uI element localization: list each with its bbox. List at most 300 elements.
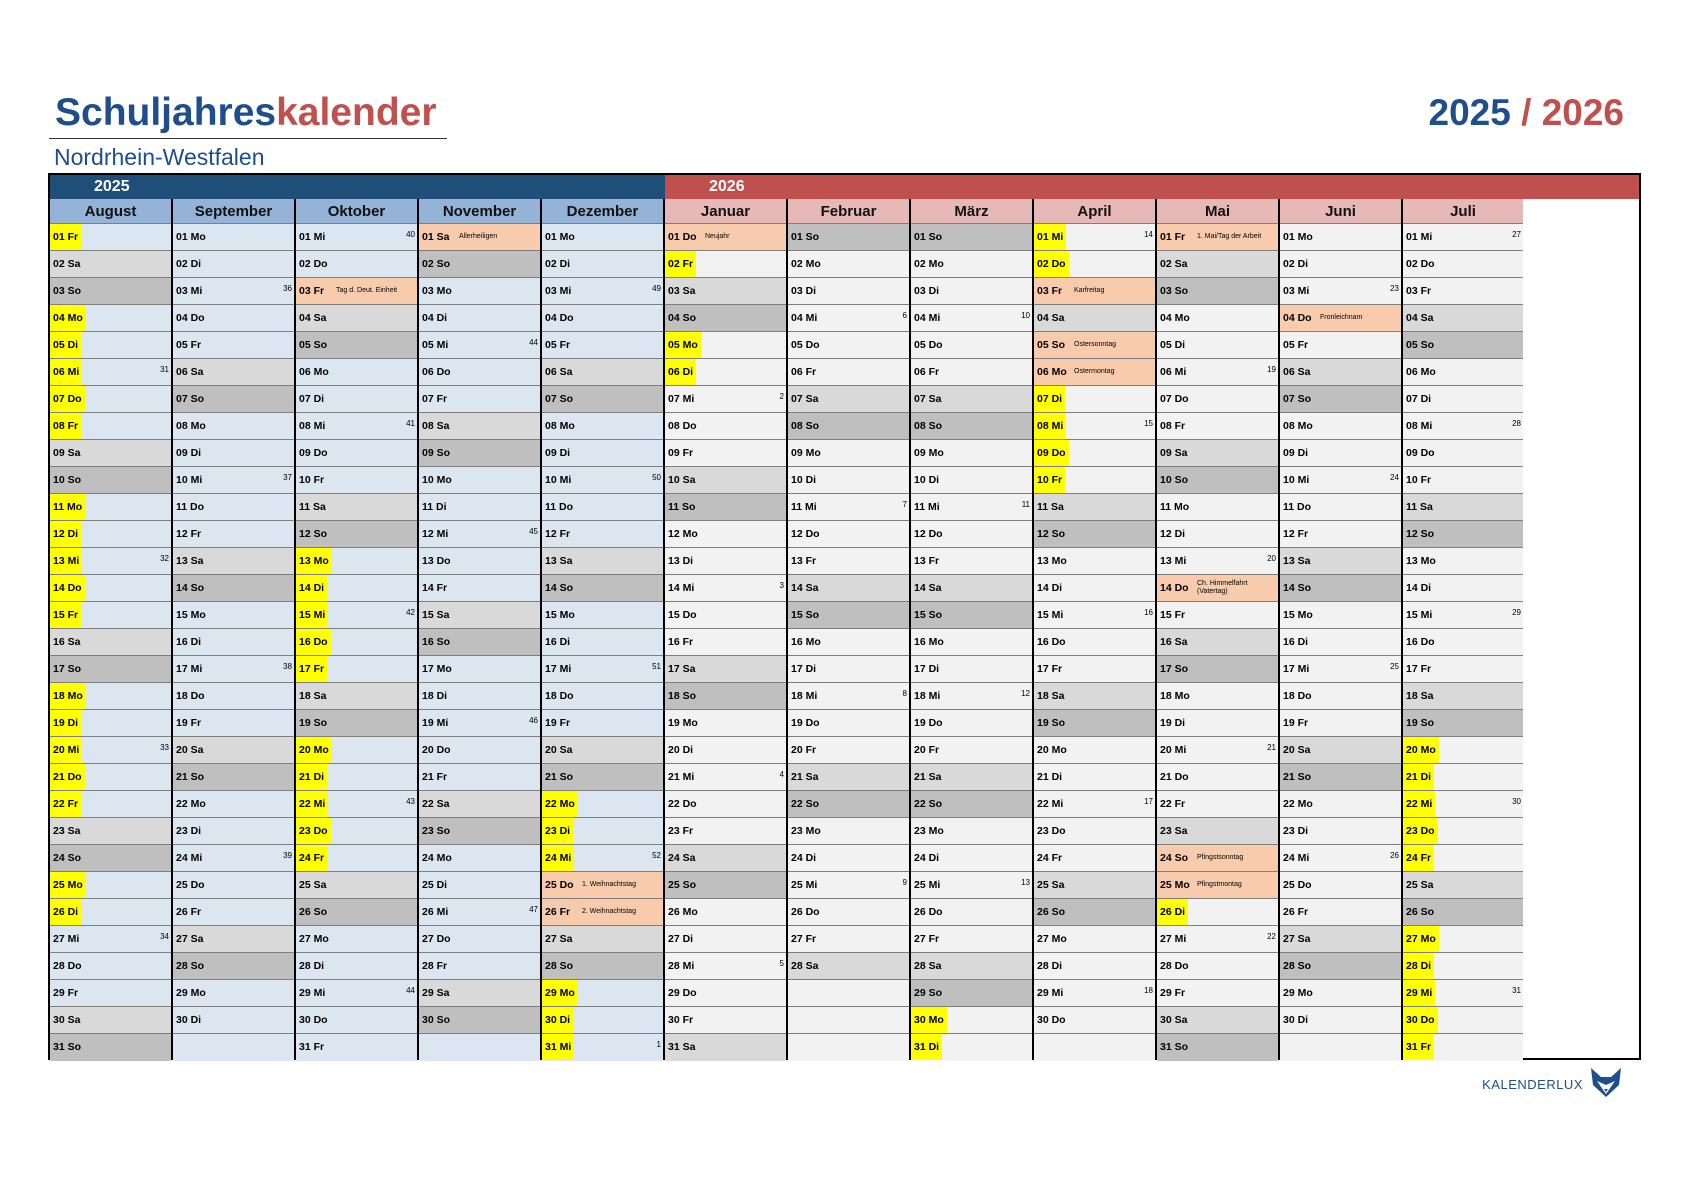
day-label: 14 Do: [50, 575, 85, 601]
day-cell: [1280, 413, 1401, 440]
day-label: 25 Sa: [1037, 879, 1065, 891]
day-label: 16 Sa: [53, 636, 81, 648]
day-label: 13 Mo: [296, 548, 332, 574]
year-band-label: 2026: [709, 178, 745, 195]
day-cell: [50, 575, 171, 602]
day-cell: [665, 791, 786, 818]
month-column-juli: [1403, 199, 1523, 1060]
day-cell: [788, 278, 909, 305]
day-cell: [173, 656, 294, 683]
day-label: 23 Mo: [914, 825, 944, 837]
day-cell: [1280, 386, 1401, 413]
day-label: 26 Fr: [1283, 906, 1309, 918]
day-label: 14 Sa: [791, 582, 819, 594]
day-label: 09 So: [422, 447, 451, 459]
title-part-2: kalender: [276, 91, 437, 134]
day-cell: [1280, 845, 1401, 872]
day-cell: [419, 440, 540, 467]
day-label: 03 So: [1160, 285, 1189, 297]
week-number: 39: [283, 851, 292, 860]
week-number: 32: [160, 554, 169, 563]
day-cell: [1157, 278, 1278, 305]
day-cell: [50, 386, 171, 413]
day-cell: [50, 710, 171, 737]
day-cell: [1157, 494, 1278, 521]
day-label: 10 Mi: [545, 474, 572, 486]
day-label: 28 Di: [1403, 953, 1434, 979]
day-label: 29 So: [914, 987, 943, 999]
day-label: 26 Do: [914, 906, 943, 918]
day-cell: [1157, 521, 1278, 548]
day-label: 10 Di: [791, 474, 817, 486]
holiday-name: 1. Weihnachtstag: [582, 881, 636, 888]
day-cell: [419, 467, 540, 494]
day-label: 09 Di: [1283, 447, 1309, 459]
day-label: 05 Di: [1160, 339, 1186, 351]
day-cell: [173, 386, 294, 413]
day-label: 02 Mo: [914, 258, 944, 270]
week-number: 34: [160, 932, 169, 941]
day-cell: [1034, 305, 1155, 332]
week-number: 3: [779, 581, 784, 590]
day-cell: [1280, 575, 1401, 602]
day-cell: [1034, 467, 1155, 494]
day-cell: [665, 305, 786, 332]
day-label: 01 So: [791, 231, 820, 243]
day-cell: [911, 953, 1032, 980]
day-label: 16 Mo: [914, 636, 944, 648]
holiday-name: Ostermontag: [1074, 368, 1115, 375]
week-number: 28: [1512, 419, 1521, 428]
day-cell: [1157, 359, 1278, 386]
day-label: 17 Sa: [668, 663, 696, 675]
day-cell: [1403, 602, 1523, 629]
day-label: 17 Mo: [422, 663, 452, 675]
day-label: 05 Mi: [422, 339, 449, 351]
day-cell: [911, 845, 1032, 872]
day-label: 02 Do: [1406, 258, 1435, 270]
month-column-november: [419, 199, 542, 1060]
day-label: 01 Mi: [1406, 231, 1433, 243]
day-cell: [788, 494, 909, 521]
day-label: 17 Fr: [1406, 663, 1432, 675]
day-label: 20 Mi: [50, 737, 82, 763]
day-cell: [788, 764, 909, 791]
week-number: 5: [779, 959, 784, 968]
day-cell: [665, 278, 786, 305]
day-label: 24 Mo: [422, 852, 452, 864]
day-cell: [788, 818, 909, 845]
day-label: 19 Do: [791, 717, 820, 729]
day-label: 03 Sa: [668, 285, 696, 297]
day-label: 29 Mi: [299, 987, 326, 999]
week-number: 14: [1144, 230, 1153, 239]
day-cell: [419, 980, 540, 1007]
day-cell: [1157, 656, 1278, 683]
day-cell: [296, 764, 417, 791]
day-cell: [542, 791, 663, 818]
week-number: 46: [529, 716, 538, 725]
day-cell: [1403, 899, 1523, 926]
day-cell: [419, 737, 540, 764]
day-label: 06 Do: [422, 366, 451, 378]
day-label: 21 Di: [1403, 764, 1434, 790]
day-cell: [1034, 791, 1155, 818]
day-label: 12 So: [1037, 528, 1066, 540]
month-header: September: [173, 199, 294, 224]
month-column-dezember: [542, 199, 665, 1060]
empty-cell: [788, 1007, 909, 1034]
day-label: 09 Di: [545, 447, 571, 459]
day-label: 23 Do: [1403, 818, 1438, 844]
day-cell: [788, 629, 909, 656]
day-label: 08 So: [914, 420, 943, 432]
day-cell: [911, 737, 1032, 764]
day-label: 04 Sa: [299, 312, 327, 324]
day-label: 14 Di: [1037, 582, 1063, 594]
day-cell: [788, 332, 909, 359]
day-cell: [1403, 629, 1523, 656]
week-number: 21: [1267, 743, 1276, 752]
day-label: 07 Di: [1034, 386, 1065, 412]
day-cell: [1403, 251, 1523, 278]
week-number: 8: [902, 689, 907, 698]
day-cell: [419, 332, 540, 359]
day-cell: [665, 386, 786, 413]
day-cell: [173, 305, 294, 332]
day-cell: [419, 602, 540, 629]
day-label: 27 Mi: [53, 933, 80, 945]
holiday-name: Pfingstmontag: [1197, 881, 1242, 888]
day-cell: [1034, 224, 1155, 251]
month-header: Juli: [1403, 199, 1523, 224]
day-label: 18 Di: [422, 690, 448, 702]
week-number: 50: [652, 473, 661, 482]
day-label: 13 Di: [668, 555, 694, 567]
day-label: 30 Do: [1403, 1007, 1438, 1033]
day-cell: [296, 575, 417, 602]
day-cell: [1034, 683, 1155, 710]
day-label: 09 Fr: [668, 447, 694, 459]
day-label: 02 Di: [1283, 258, 1309, 270]
day-cell: [665, 1007, 786, 1034]
holiday-day-cell: [296, 278, 417, 305]
day-label: 21 So: [1283, 771, 1312, 783]
day-label: 20 Do: [422, 744, 451, 756]
holiday-day-cell: [1157, 224, 1278, 251]
day-cell: [173, 494, 294, 521]
day-label: 29 Mo: [176, 987, 206, 999]
day-cell: [296, 791, 417, 818]
day-label: 13 Mo: [1406, 555, 1436, 567]
day-label: 02 So: [422, 258, 451, 270]
day-label: 06 Mo: [1406, 366, 1436, 378]
day-cell: [1280, 872, 1401, 899]
day-cell: [173, 764, 294, 791]
week-number: 44: [529, 338, 538, 347]
day-label: 12 Mo: [668, 528, 698, 540]
day-label: 03 Fr: [299, 285, 325, 297]
day-label: 31 So: [53, 1041, 82, 1053]
day-cell: [665, 737, 786, 764]
day-label: 04 Di: [422, 312, 448, 324]
day-cell: [542, 305, 663, 332]
day-label: 03 Fr: [1406, 285, 1432, 297]
day-label: 15 Mi: [296, 602, 328, 628]
day-cell: [50, 278, 171, 305]
week-number: 23: [1390, 284, 1399, 293]
day-label: 10 Fr: [299, 474, 325, 486]
holiday-day-cell: [542, 872, 663, 899]
day-label: 28 Fr: [422, 960, 448, 972]
week-number: 13: [1021, 878, 1030, 887]
day-label: 24 Di: [914, 852, 940, 864]
day-label: 01 Mo: [1283, 231, 1313, 243]
day-label: 04 Sa: [1406, 312, 1434, 324]
day-label: 22 Mo: [542, 791, 578, 817]
day-label: 30 Di: [542, 1007, 573, 1033]
week-number: 4: [779, 770, 784, 779]
holiday-name: Tag d. Deut. Einheit: [336, 287, 398, 294]
day-cell: [173, 953, 294, 980]
day-label: 15 Mo: [545, 609, 575, 621]
day-cell: [173, 683, 294, 710]
day-cell: [1280, 683, 1401, 710]
day-label: 08 Mi: [1034, 413, 1066, 439]
day-label: 15 Mo: [176, 609, 206, 621]
day-label: 16 Di: [545, 636, 571, 648]
day-cell: [419, 845, 540, 872]
day-cell: [911, 332, 1032, 359]
year-band-2025: [50, 175, 665, 199]
day-label: 01 Mi: [1034, 224, 1066, 250]
day-cell: [1034, 629, 1155, 656]
day-label: 05 So: [1406, 339, 1435, 351]
day-cell: [1157, 980, 1278, 1007]
day-label: 28 Di: [299, 960, 325, 972]
day-cell: [1034, 548, 1155, 575]
day-label: 06 Mi: [1160, 366, 1187, 378]
week-number: 49: [652, 284, 661, 293]
day-label: 01 Mo: [176, 231, 206, 243]
day-label: 29 Mo: [1283, 987, 1313, 999]
day-label: 20 Fr: [914, 744, 940, 756]
day-cell: [419, 953, 540, 980]
day-cell: [419, 629, 540, 656]
day-label: 11 Mo: [1160, 501, 1190, 513]
day-cell: [1034, 440, 1155, 467]
day-cell: [1403, 305, 1523, 332]
day-label: 04 Mo: [50, 305, 86, 331]
title-part-1: Schuljahres: [55, 91, 277, 134]
day-label: 27 Mo: [1037, 933, 1067, 945]
day-cell: [173, 926, 294, 953]
week-number: 33: [160, 743, 169, 752]
day-label: 08 Mo: [176, 420, 206, 432]
day-cell: [1157, 818, 1278, 845]
day-cell: [50, 251, 171, 278]
week-number: 29: [1512, 608, 1521, 617]
day-cell: [1403, 467, 1523, 494]
day-cell: [911, 791, 1032, 818]
day-cell: [1403, 1007, 1523, 1034]
day-label: 04 Sa: [1037, 312, 1065, 324]
month-header: März: [911, 199, 1032, 224]
day-cell: [1280, 440, 1401, 467]
day-cell: [788, 413, 909, 440]
day-label: 05 Fr: [545, 339, 571, 351]
holiday-name: Ostersonntag: [1074, 341, 1117, 348]
day-label: 25 Do: [1283, 879, 1312, 891]
day-label: 02 Do: [1034, 251, 1069, 277]
day-cell: [173, 899, 294, 926]
holiday-name: 2. Weihnachtstag: [582, 908, 636, 915]
day-label: 24 Sa: [668, 852, 696, 864]
day-label: 02 Di: [176, 258, 202, 270]
day-cell: [1280, 278, 1401, 305]
day-cell: [665, 1034, 786, 1061]
day-label: 24 Mi: [176, 852, 203, 864]
day-label: 07 Sa: [791, 393, 819, 405]
day-cell: [296, 332, 417, 359]
day-cell: [542, 386, 663, 413]
day-cell: [788, 926, 909, 953]
day-label: 06 Sa: [545, 366, 573, 378]
day-label: 31 Sa: [668, 1041, 696, 1053]
day-cell: [1280, 926, 1401, 953]
day-label: 02 Fr: [665, 251, 696, 277]
day-cell: [1280, 899, 1401, 926]
day-cell: [50, 683, 171, 710]
day-label: 28 Mi: [668, 960, 695, 972]
day-label: 19 Di: [50, 710, 81, 736]
day-cell: [173, 629, 294, 656]
day-cell: [665, 521, 786, 548]
day-label: 02 Di: [545, 258, 571, 270]
day-label: 02 Mo: [791, 258, 821, 270]
day-label: 05 Do: [791, 339, 820, 351]
day-cell: [542, 548, 663, 575]
day-label: 08 Fr: [50, 413, 81, 439]
day-label: 27 Do: [422, 933, 451, 945]
day-label: 22 So: [914, 798, 943, 810]
day-cell: [1403, 710, 1523, 737]
day-cell: [1034, 1007, 1155, 1034]
holiday-day-cell: [1280, 305, 1401, 332]
day-cell: [542, 467, 663, 494]
day-cell: [1034, 926, 1155, 953]
day-cell: [296, 683, 417, 710]
day-cell: [50, 791, 171, 818]
day-cell: [1280, 359, 1401, 386]
day-cell: [173, 575, 294, 602]
day-label: 12 Do: [914, 528, 943, 540]
day-label: 21 So: [176, 771, 205, 783]
day-label: 03 Di: [914, 285, 940, 297]
day-cell: [542, 494, 663, 521]
day-cell: [911, 224, 1032, 251]
day-label: 23 Do: [1037, 825, 1066, 837]
week-number: 45: [529, 527, 538, 536]
day-cell: [542, 737, 663, 764]
day-label: 31 Di: [911, 1034, 942, 1060]
day-cell: [296, 548, 417, 575]
day-label: 09 Do: [299, 447, 328, 459]
day-label: 13 Sa: [1283, 555, 1311, 567]
day-cell: [911, 980, 1032, 1007]
day-label: 24 So: [53, 852, 82, 864]
day-label: 03 Mo: [422, 285, 452, 297]
day-label: 25 Do: [176, 879, 205, 891]
day-label: 21 Fr: [422, 771, 448, 783]
holiday-day-cell: [665, 224, 786, 251]
day-cell: [419, 899, 540, 926]
day-label: 25 Mi: [914, 879, 941, 891]
day-label: 18 Sa: [1406, 690, 1434, 702]
day-label: 21 Sa: [914, 771, 942, 783]
month-header: November: [419, 199, 540, 224]
day-label: 24 Di: [791, 852, 817, 864]
day-label: 04 So: [668, 312, 697, 324]
day-cell: [296, 386, 417, 413]
month-column-juni: [1280, 199, 1403, 1060]
day-label: 23 Di: [1283, 825, 1309, 837]
day-label: 19 Do: [914, 717, 943, 729]
day-label: 22 So: [791, 798, 820, 810]
day-label: 28 Di: [1037, 960, 1063, 972]
day-label: 26 So: [1037, 906, 1066, 918]
day-label: 12 Mi: [422, 528, 449, 540]
week-number: 44: [406, 986, 415, 995]
day-label: 05 So: [299, 339, 328, 351]
day-label: 14 Di: [296, 575, 327, 601]
day-label: 05 Fr: [1283, 339, 1309, 351]
day-cell: [542, 1007, 663, 1034]
day-cell: [1403, 980, 1523, 1007]
day-cell: [911, 899, 1032, 926]
day-label: 12 Di: [1160, 528, 1186, 540]
day-label: 27 Mo: [1403, 926, 1439, 952]
day-label: 21 So: [545, 771, 574, 783]
day-cell: [911, 1007, 1032, 1034]
day-cell: [1157, 899, 1278, 926]
week-number: 51: [652, 662, 661, 671]
day-cell: [296, 629, 417, 656]
day-label: 09 Mo: [914, 447, 944, 459]
day-cell: [173, 710, 294, 737]
day-cell: [50, 413, 171, 440]
day-cell: [911, 386, 1032, 413]
day-cell: [665, 764, 786, 791]
holiday-day-cell: [1157, 845, 1278, 872]
day-label: 02 Sa: [53, 258, 81, 270]
month-header: Februar: [788, 199, 909, 224]
day-label: 27 Sa: [176, 933, 204, 945]
day-cell: [1157, 629, 1278, 656]
day-cell: [419, 656, 540, 683]
day-cell: [542, 251, 663, 278]
day-label: 03 Mi: [176, 285, 203, 297]
day-label: 25 Sa: [1406, 879, 1434, 891]
day-cell: [542, 629, 663, 656]
day-cell: [419, 251, 540, 278]
day-label: 12 Di: [50, 521, 81, 547]
day-cell: [1403, 764, 1523, 791]
day-cell: [1034, 710, 1155, 737]
day-cell: [665, 899, 786, 926]
day-cell: [50, 521, 171, 548]
day-cell: [50, 1007, 171, 1034]
